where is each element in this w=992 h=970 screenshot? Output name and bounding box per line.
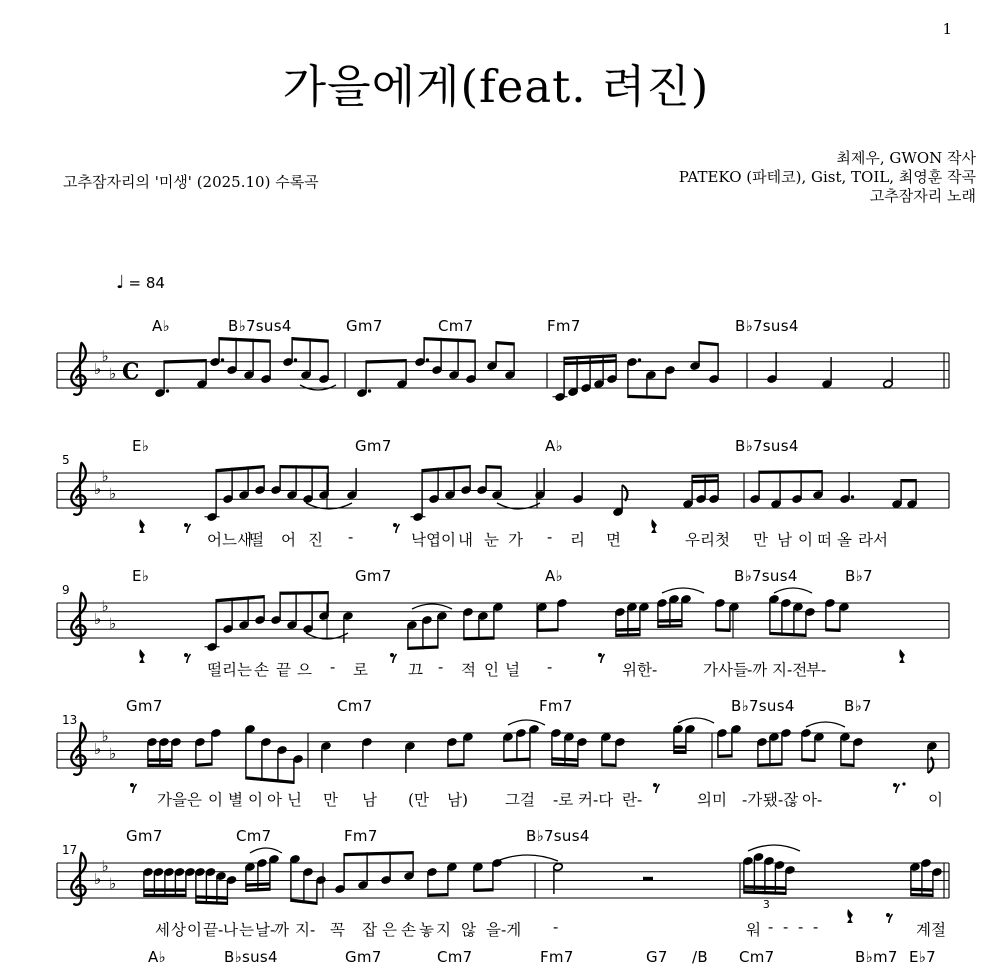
chord-label: B♭7sus4	[734, 567, 798, 585]
lyric-syllable: 로	[353, 661, 368, 679]
chord-label: /B	[692, 948, 708, 966]
lyric-syllable: 눈	[484, 531, 499, 549]
lyric-syllable: -	[768, 918, 774, 936]
chord-label: Fm7	[540, 948, 574, 966]
lyric-syllable: 위한-	[622, 661, 658, 679]
svg-text:♭: ♭	[94, 610, 102, 628]
svg-text:♭: ♭	[101, 467, 109, 485]
svg-text:♭: ♭	[94, 870, 102, 888]
chord-label: Gm7	[346, 317, 383, 335]
chord-label: Gm7	[355, 437, 392, 455]
lyric-syllable: 나	[223, 921, 238, 939]
chord-label: A♭	[545, 437, 563, 455]
lyric-syllable: 워	[746, 921, 761, 939]
lyric-syllable: 남	[362, 791, 377, 809]
svg-text:♭: ♭	[109, 364, 117, 383]
lyric-syllable: 지-전	[772, 661, 808, 679]
svg-text:♭: ♭	[94, 740, 102, 758]
lyric-syllable: 의미	[697, 791, 727, 809]
lyric-syllable: 어	[281, 531, 296, 549]
chord-label: B♭7sus4	[228, 317, 292, 335]
lyric-syllable: -	[798, 918, 804, 936]
lyric-syllable: 은	[382, 921, 397, 939]
lyric-syllable: 만	[753, 531, 768, 549]
chord-label: E♭7	[909, 948, 936, 966]
lyric-syllable: 널	[505, 661, 520, 679]
svg-text:♭: ♭	[94, 480, 102, 498]
credit-line: 고추잠자리 노래	[869, 187, 976, 205]
lyric-syllable: 손	[254, 661, 269, 679]
chord-label: Cm7	[236, 827, 272, 845]
lyric-syllable: 떨	[249, 531, 264, 549]
lyric-syllable: 상	[171, 921, 186, 939]
svg-text:♭: ♭	[109, 484, 117, 503]
lyric-syllable: 을-게	[486, 921, 522, 939]
lyric-syllable: 부-	[806, 661, 827, 679]
chord-label: A♭	[152, 317, 170, 335]
lyric-syllable: 아	[267, 791, 282, 809]
svg-text:C: C	[122, 359, 140, 385]
credit-line: 최제우, GWON 작사	[836, 149, 976, 167]
lyric-syllable: -	[547, 658, 553, 676]
lyric-syllable: 떨리는	[207, 661, 252, 679]
credits	[679, 149, 976, 206]
lyric-syllable: 낙엽이	[411, 531, 456, 549]
lyric-syllable: -	[553, 918, 559, 936]
quarter-note-icon: ♩	[116, 272, 125, 293]
measure-number: 13	[62, 713, 78, 727]
measure-number: 17	[62, 843, 78, 857]
lyric-syllable: -	[330, 658, 336, 676]
chord-label: Fm7	[547, 317, 581, 335]
lyric-syllable: -까	[747, 661, 768, 679]
lyric-syllable: 아-	[802, 791, 823, 809]
lyric-syllable: 남	[777, 531, 792, 549]
lyric-syllable: 면	[606, 531, 621, 549]
lyric-syllable: -	[783, 918, 789, 936]
lyric-syllable: (만	[408, 791, 430, 809]
svg-text:♭: ♭	[109, 874, 117, 893]
lyric-syllable: 이	[208, 791, 223, 809]
lyric-syllable: 끝-	[203, 921, 224, 939]
tempo-marking	[116, 272, 165, 293]
credit-line: PATEKO (파테코), Gist, TOIL, 최영훈 작곡	[678, 168, 976, 186]
page-number: 1	[942, 20, 952, 38]
chord-label: Gm7	[126, 697, 163, 715]
lyric-syllable: 어느새	[207, 531, 252, 549]
album-note: 고추잠자리의 '미생' (2025.10) 수록곡	[63, 173, 319, 191]
lyric-syllable: 그걸	[505, 791, 535, 809]
lyric-syllable: 됐-잖	[763, 791, 799, 809]
lyric-syllable: 지-	[295, 921, 316, 939]
lyric-syllable: 으	[297, 661, 312, 679]
chord-label: B♭7	[845, 567, 873, 585]
measure-number: 9	[62, 583, 70, 597]
chord-label: G7	[646, 948, 668, 966]
lyric-syllable: 닌	[287, 791, 302, 809]
tempo-value: = 84	[128, 274, 165, 292]
lyric-syllable: 커-다	[578, 791, 614, 809]
lyric-syllable: 적	[461, 661, 476, 679]
lyric-syllable: 우리첫	[685, 531, 730, 549]
chord-label: Cm7	[437, 948, 473, 966]
lyric-syllable: -	[813, 918, 819, 936]
chord-label: B♭7sus4	[731, 697, 795, 715]
chord-label: A♭	[148, 948, 166, 966]
lyric-syllable: 라서	[858, 531, 888, 549]
chord-label: B♭7sus4	[526, 827, 590, 845]
lyric-syllable: 계절	[916, 921, 946, 939]
lyric-syllable: 는	[239, 921, 254, 939]
svg-text:♭: ♭	[101, 727, 109, 745]
chord-label: Fm7	[344, 827, 378, 845]
lyric-syllable: 리	[570, 531, 585, 549]
lyric-syllable: 만	[323, 791, 338, 809]
lyric-syllable: 않	[461, 921, 476, 939]
chord-label: Gm7	[126, 827, 163, 845]
chord-label: E♭	[132, 437, 150, 455]
chord-label: B♭7	[844, 697, 872, 715]
svg-text:♭: ♭	[101, 597, 109, 615]
chord-label: Gm7	[345, 948, 382, 966]
lyric-syllable: 가사들	[703, 661, 748, 679]
lyric-syllable: 진	[308, 531, 323, 549]
lyric-syllable: 남)	[447, 791, 469, 809]
lyric-syllable: 끝	[276, 661, 291, 679]
lyric-syllable: 잡	[362, 921, 377, 939]
chord-label: B♭7sus4	[735, 437, 799, 455]
svg-text:♭: ♭	[101, 857, 109, 875]
chord-label: B♭m7	[855, 948, 898, 966]
chord-label: Cm7	[739, 948, 775, 966]
chord-label: A♭	[545, 567, 563, 585]
song-title: 가을에게(feat. 려진)	[282, 60, 710, 113]
lyric-syllable: 손	[401, 921, 416, 939]
lyric-syllable: 이	[187, 921, 202, 939]
lyric-syllable: 놓	[419, 921, 434, 939]
lyric-syllable: 가	[508, 531, 523, 549]
lyric-syllable: 끄	[408, 661, 423, 679]
measure-number: 5	[62, 453, 70, 467]
lyric-syllable: -	[348, 528, 354, 546]
svg-text:♭: ♭	[109, 744, 117, 763]
lyric-syllable: 이	[798, 531, 813, 549]
lyric-syllable: 가을은	[157, 791, 202, 809]
lyric-syllable: 별	[228, 791, 243, 809]
lyric-syllable: 내	[458, 531, 473, 549]
lyric-syllable: 란-	[622, 791, 643, 809]
lyric-syllable: 날-	[255, 921, 276, 939]
chord-label: Fm7	[539, 697, 573, 715]
lyric-syllable: 꼭	[330, 921, 345, 939]
lyric-syllable: -	[547, 528, 553, 546]
chord-label: Cm7	[438, 317, 474, 335]
svg-text:♭: ♭	[109, 614, 117, 633]
chord-label: B♭sus4	[224, 948, 278, 966]
lyric-syllable: 이	[928, 791, 943, 809]
svg-text:♭: ♭	[101, 347, 109, 365]
lyric-syllable: 지	[436, 921, 451, 939]
lyric-syllable: 인	[484, 661, 499, 679]
svg-text:♭: ♭	[94, 360, 102, 378]
lyric-syllable: 떠	[817, 531, 832, 549]
staff-system	[0, 313, 992, 413]
lyric-syllable: 까	[274, 921, 289, 939]
lyric-syllable: 세	[155, 921, 170, 939]
chord-label: B♭7sus4	[735, 317, 799, 335]
lyric-syllable: -로	[553, 791, 574, 809]
svg-text:3: 3	[762, 898, 770, 911]
lyric-syllable: 이	[248, 791, 263, 809]
lyric-syllable: 올	[837, 531, 852, 549]
lyric-syllable: -가	[742, 791, 763, 809]
lyric-syllable: -	[438, 658, 444, 676]
chord-label: Gm7	[355, 567, 392, 585]
chord-label: E♭	[132, 567, 150, 585]
chord-label: Cm7	[337, 697, 373, 715]
